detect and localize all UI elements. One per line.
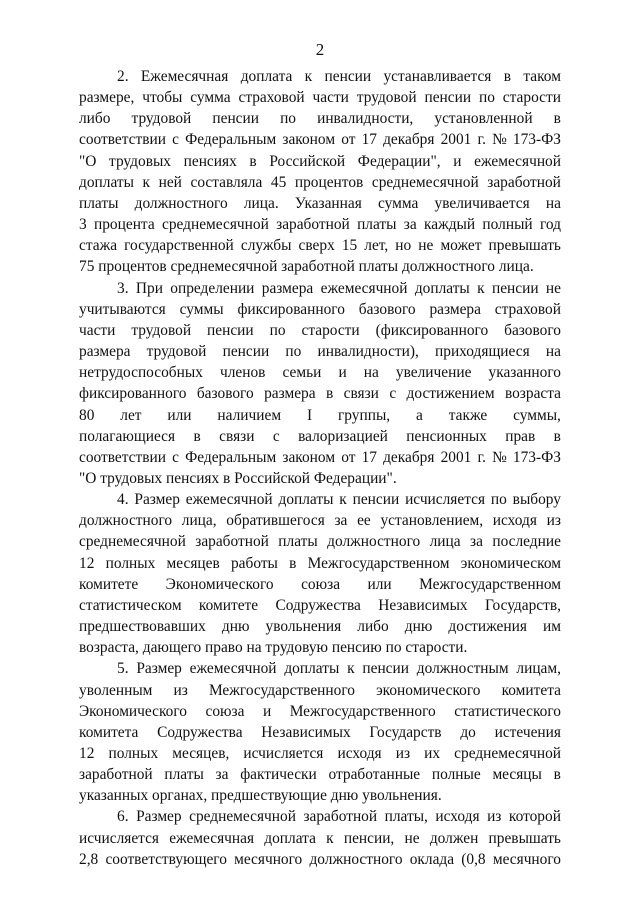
text-line: "О трудовых пенсиях в Российской Федерации".: [79, 469, 397, 487]
paragraph-5: [79, 658, 561, 806]
text-line: соответствии с Федеральным законом от 17 декабря 2001 г. № 173-ФЗ: [79, 448, 561, 466]
text-line: среднемесячной заработной платы должностного лица за последние: [79, 533, 561, 551]
text-line: заработной платы за фактически отработанные полные месяцы в: [79, 766, 561, 784]
text-line: 2,8 соответствующего месячного должностного оклада (0,8 месячного: [79, 850, 561, 868]
text-line: 12 полных месяцев работы в Межгосударственном экономическом: [79, 554, 561, 572]
text-line: части трудовой пенсии по старости (фиксированного базового: [79, 321, 561, 339]
text-line: уволенным из Межгосударственного экономического комитета: [79, 681, 561, 699]
text-line: 75 процентов среднемесячной заработной платы должностного лица.: [79, 258, 534, 276]
text-line: либо трудовой пенсии по инвалидности, установленной в: [79, 110, 561, 128]
text-line: размере, чтобы сумма страховой части трудовой пенсии по старости: [79, 89, 561, 107]
text-line: Экономического союза и Межгосударственного статистического: [79, 702, 561, 720]
text-line: комитета Содружества Независимых Государств до истечения: [79, 723, 561, 741]
text-line: полагающиеся в связи с валоризацией пенсионных прав в: [79, 427, 561, 445]
paragraph-6: [79, 806, 561, 869]
text-line: фиксированного базового размера в связи с достижением возраста: [79, 385, 561, 403]
page-number: 2: [315, 40, 325, 59]
text-line: предшествовавших дню увольнения либо дню достижения им: [79, 618, 561, 636]
text-line: 2. Ежемесячная доплата к пенсии устанавливается в таком: [117, 68, 561, 85]
text-line: статистическом комитете Содружества Независимых Государств,: [79, 596, 561, 614]
text-line: 5. Размер ежемесячной доплаты к пенсии должностным лицам,: [117, 660, 561, 678]
text-line: 3 процента среднемесячной заработной платы за каждый полный год: [79, 216, 561, 234]
text-line: 80 лет или наличием I группы, а также суммы,: [79, 406, 561, 424]
text-line: нетрудоспособных членов семьи и на увеличение указанного: [79, 364, 561, 382]
paragraph-3: [79, 278, 561, 490]
text-line: исчисляется ежемесячная доплата к пенсии, не должен превышать: [79, 829, 561, 847]
text-line: размера трудовой пенсии по инвалидности), приходящиеся на: [79, 343, 561, 361]
text-line: учитываются суммы фиксированного базового размера страховой: [79, 300, 561, 318]
document-body: [79, 66, 561, 870]
text-line: доплаты к ней составляла 45 процентов среднемесячной заработной: [79, 173, 561, 191]
text-line: 12 полных месяцев, исчисляется исходя из их среднемесячной: [79, 745, 561, 762]
text-line: соответствии с Федеральным законом от 17 декабря 2001 г. № 173-ФЗ: [79, 131, 561, 149]
text-line: возраста, дающего право на трудовую пенсию по старости.: [79, 639, 468, 657]
text-line: стажа государственной службы сверх 15 лет, но не может превышать: [79, 237, 561, 255]
text-line: указанных органах, предшествующие дню увольнения.: [79, 787, 442, 805]
paragraph-2: [79, 66, 561, 278]
text-line: 4. Размер ежемесячной доплаты к пенсии исчисляется по выбору: [117, 491, 561, 509]
text-line: комитете Экономического союза или Межгосударственном: [79, 575, 561, 593]
text-line: 3. При определении размера ежемесячной доплаты к пенсии не: [117, 279, 561, 297]
paragraph-4: [79, 489, 561, 658]
text-line: "О трудовых пенсиях в Российской Федерации", и ежемесячной: [79, 152, 561, 170]
text-line: 6. Размер среднемесячной заработной платы, исходя из которой: [117, 808, 561, 826]
text-line: должностного лица, обратившегося за ее установлением, исходя из: [79, 512, 561, 530]
text-line: платы должностного лица. Указанная сумма увеличивается на: [79, 194, 561, 212]
